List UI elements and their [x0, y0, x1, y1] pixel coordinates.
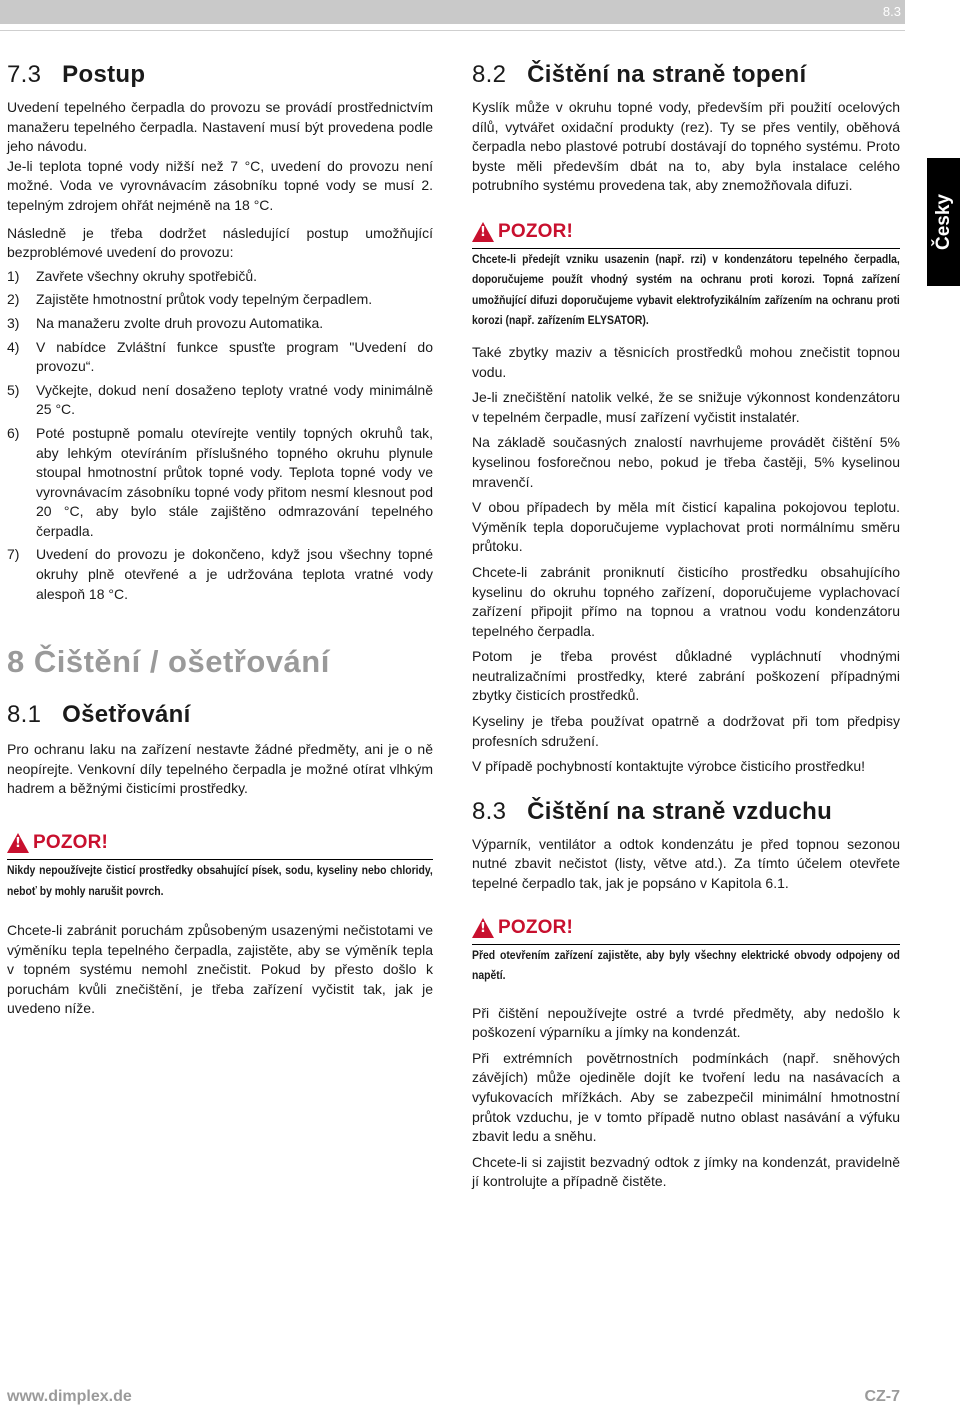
right-column — [472, 60, 900, 1192]
step-number: 4) — [7, 338, 20, 355]
paragraph: Při extrémních povětrnostních podmínkách (např. sněhových závějích) může ojediněle dojít ke tvoření ledu na nasávacích a vyfukovacích mřížkách. Aby se zabezpečil minimální hmotnostní průtok vzduchu, je v tomto případě nutno oblast nasávání a výfuku zbavit ledu a sněhu. — [472, 1049, 900, 1145]
warning-text: Chcete-li předejít vzniku usazenin (např. rzi) v kondenzátoru tepelného čerpadla, doporučujeme použít vhodný systém na ochranu proti korozi. Topná zařízení umožňující difuzi doporučujeme vybavit elektrofyzikálním zařízením na ochranu proti korozi (např. zařízením ELYSATOR). — [472, 251, 900, 328]
section-title: Čištění na straně topení — [527, 61, 807, 88]
paragraph: Kyslík může v okruhu topné vody, především při použití ocelových dílů, vytvářet oxidační produkty (rez). Ty se přes ventily, oběhová čerpadla nebo plastové potrubí dostávají do topného systému. Proto byste měli především dbát na to, aby byla instalace celého potrubního systému provedena tak, aby znemožňovala difuzi. — [472, 99, 900, 194]
list-item — [7, 424, 433, 542]
step-number: 5) — [7, 381, 20, 398]
list-item — [7, 545, 433, 604]
paragraph: Výparník, ventilátor a odtok kondenzátu je před topnou sezonou nutné zbavit nečistot (listy, větve atd.). Za tímto účelem otevřete tepelné čerpadlo tak, jak je popsáno v Kapitola 6.1. — [472, 835, 900, 892]
warning-box — [472, 914, 900, 986]
step-text: Zavřete všechny okruhy spotřebičů. — [36, 267, 257, 284]
warning-title: POZOR! — [498, 220, 574, 242]
paragraph: Potom je třeba provést důkladné vypláchnutí vhodnými neutralizačními prostředky, které zabrání poškození případnými zbytky čisticích prostředků. — [472, 648, 900, 704]
warning-box — [472, 218, 900, 331]
list-item — [7, 290, 433, 310]
footer-url: www.dimplex.de — [7, 1388, 132, 1405]
step-text: Vyčkejte, dokud není dosaženo teploty vratné vody minimálně 25 °C. — [36, 381, 433, 418]
section-number: 8.3 — [472, 797, 507, 825]
list-item — [7, 338, 433, 377]
step-text: V nabídce Zvláštní funkce spusťte program "Uvedení do provozu“. — [36, 338, 433, 375]
paragraph: Je-li znečištění natolik velké, že se snižuje výkonnost kondenzátoru v tepelném čerpadle, musí zařízení vyčistit instalatér. — [472, 389, 900, 425]
section-title: Postup — [62, 61, 146, 88]
list-item — [7, 267, 433, 287]
section-7-3-heading — [7, 60, 433, 90]
chapter-8-heading: 8 Čištění / ošetřování — [7, 644, 330, 680]
warning-text: Před otevřením zařízení zajistěte, aby byly všechny elektrické obvody odpojeny od napětí. — [472, 947, 900, 983]
paragraph: Je-li teplota topné vody nižší než 7 °C, uvedení do provozu není možné. Voda ve vyrovnávacím zásobníku topné vody se musí 2. tepelným zdrojem ohřát nejméně na 18 °C. — [7, 157, 433, 213]
section-number: 8.2 — [472, 61, 507, 88]
list-item — [7, 381, 433, 420]
warning-title: POZOR! — [33, 832, 109, 854]
step-number: 7) — [7, 546, 20, 563]
paragraph: Následně je třeba dodržet následující postup umožňující bezproblémové uvedení do provozu: — [7, 224, 433, 261]
paragraph: Kyseliny je třeba používat opatrně a dodržovat při tom předpisy profesních sdružení. — [472, 713, 900, 749]
section-title: Ošetřování — [62, 701, 191, 729]
step-number: 3) — [7, 314, 20, 331]
paragraph: Také zbytky maziv a těsnicích prostředků mohou znečistit topnou vodu. — [472, 343, 900, 380]
section-title: Čištění na straně vzduchu — [527, 797, 833, 825]
header-divider — [0, 30, 905, 31]
warning-header — [7, 829, 433, 857]
warning-icon — [7, 833, 29, 853]
header-bar — [0, 0, 905, 24]
section-8-1-heading — [7, 700, 433, 730]
step-text: Uvedení do provozu je dokončeno, když jsou všechny topné okruhy plně otevřené a je udržována teplota vratné vody alespoň 18 °C. — [36, 546, 433, 602]
paragraph: Chcete-li zabránit poruchám způsobeným usazenými nečistotami ve výměníku tepla tepelného čerpadla, zajistěte, aby se výměník tepla v topném systému nemohl znečistit. Pokud by přesto došlo k poruchám kvůli znečištění, je třeba zařízení vyčistit tak, jak je uvedeno níže. — [7, 922, 433, 1017]
paragraph: Při čištění nepoužívejte ostré a tvrdé předměty, aby nedošlo k poškození výparníku a jímky na kondenzát. — [472, 1004, 900, 1041]
left-column — [7, 60, 433, 1019]
section-number: 8.1 — [7, 701, 42, 729]
warning-text: Nikdy nepoužívejte čisticí prostředky obsahující písek, sodu, kyseliny nebo chloridy, neboť by mohly narušit povrch. — [7, 863, 433, 898]
section-number: 7.3 — [7, 61, 42, 88]
paragraph: Na základě současných znalostí navrhujeme provádět čištění 5% kyselinou fosforečnou nebo, pokud je třeba častěji, 5% kyselinou mravenčí. — [472, 434, 900, 490]
paragraph: Chcete-li zabránit proniknutí čisticího prostředku obsahujícího kyselinu do okruhu topného zařízení, doporučujeme vyplachovací zařízení připojit přímo na topnou a vratnou vodu kondenzátoru tepelného čerpadla. — [472, 563, 900, 639]
paragraph: V případě pochybností kontaktujte výrobce čisticího prostředku! — [472, 758, 865, 775]
step-number: 1) — [7, 267, 20, 284]
language-tab — [927, 158, 960, 286]
warning-title: POZOR! — [498, 916, 574, 938]
list-item — [7, 314, 433, 334]
language-tab-label: Česky — [932, 194, 954, 250]
warning-icon — [472, 222, 494, 242]
paragraph: V obou případech by měla mít čisticí kapalina pokojovou teplotu. Výměník tepla doporučujeme vyplachovat proti normálnímu směru průtoku. — [472, 499, 900, 555]
step-text: Poté postupně pomalu otevírejte ventily topných okruhů tak, aby lehkým otevíráním příslušného topného okruhu plynule stoupal hmotnostní průtok topné vody. Teplota topné vody ve vyrovnávacím zásobníku topné vody přitom nesmí klesnout pod 20 °C, aby bylo stále zajištěno odmrazování tepelného čerpadla. — [36, 424, 433, 539]
warning-icon — [472, 918, 494, 938]
step-text: Zajistěte hmotnostní průtok vody tepelným čerpadlem. — [36, 291, 373, 308]
warning-header — [472, 218, 900, 246]
paragraph: Uvedení tepelného čerpadla do provozu se provádí prostřednictvím manažeru tepelného čerpadla. Nastavení musí být provedena podle jeho návodu. — [7, 99, 433, 155]
section-8-3-heading — [472, 797, 900, 827]
warning-box — [7, 829, 433, 901]
section-8-2-heading — [472, 60, 900, 90]
page-number: 8.3 — [882, 4, 901, 19]
steps-list — [7, 267, 433, 605]
step-number: 6) — [7, 424, 20, 441]
footer-page-number: CZ-7 — [864, 1388, 900, 1405]
step-number: 2) — [7, 291, 20, 308]
paragraph: Pro ochranu laku na zařízení nestavte žádné předměty, ani je o ně neopírejte. Venkovní díly tepelného čerpadla je možné otírat vlhkým hadrem a běžnými čisticími prostředky. — [7, 741, 433, 797]
step-text: Na manažeru zvolte druh provozu Automatika. — [36, 314, 324, 331]
warning-header — [472, 914, 900, 942]
paragraph: Chcete-li si zajistit bezvadný odtok z jímky na kondenzát, pravidelně jí kontrolujte a případně čistěte. — [472, 1153, 900, 1190]
